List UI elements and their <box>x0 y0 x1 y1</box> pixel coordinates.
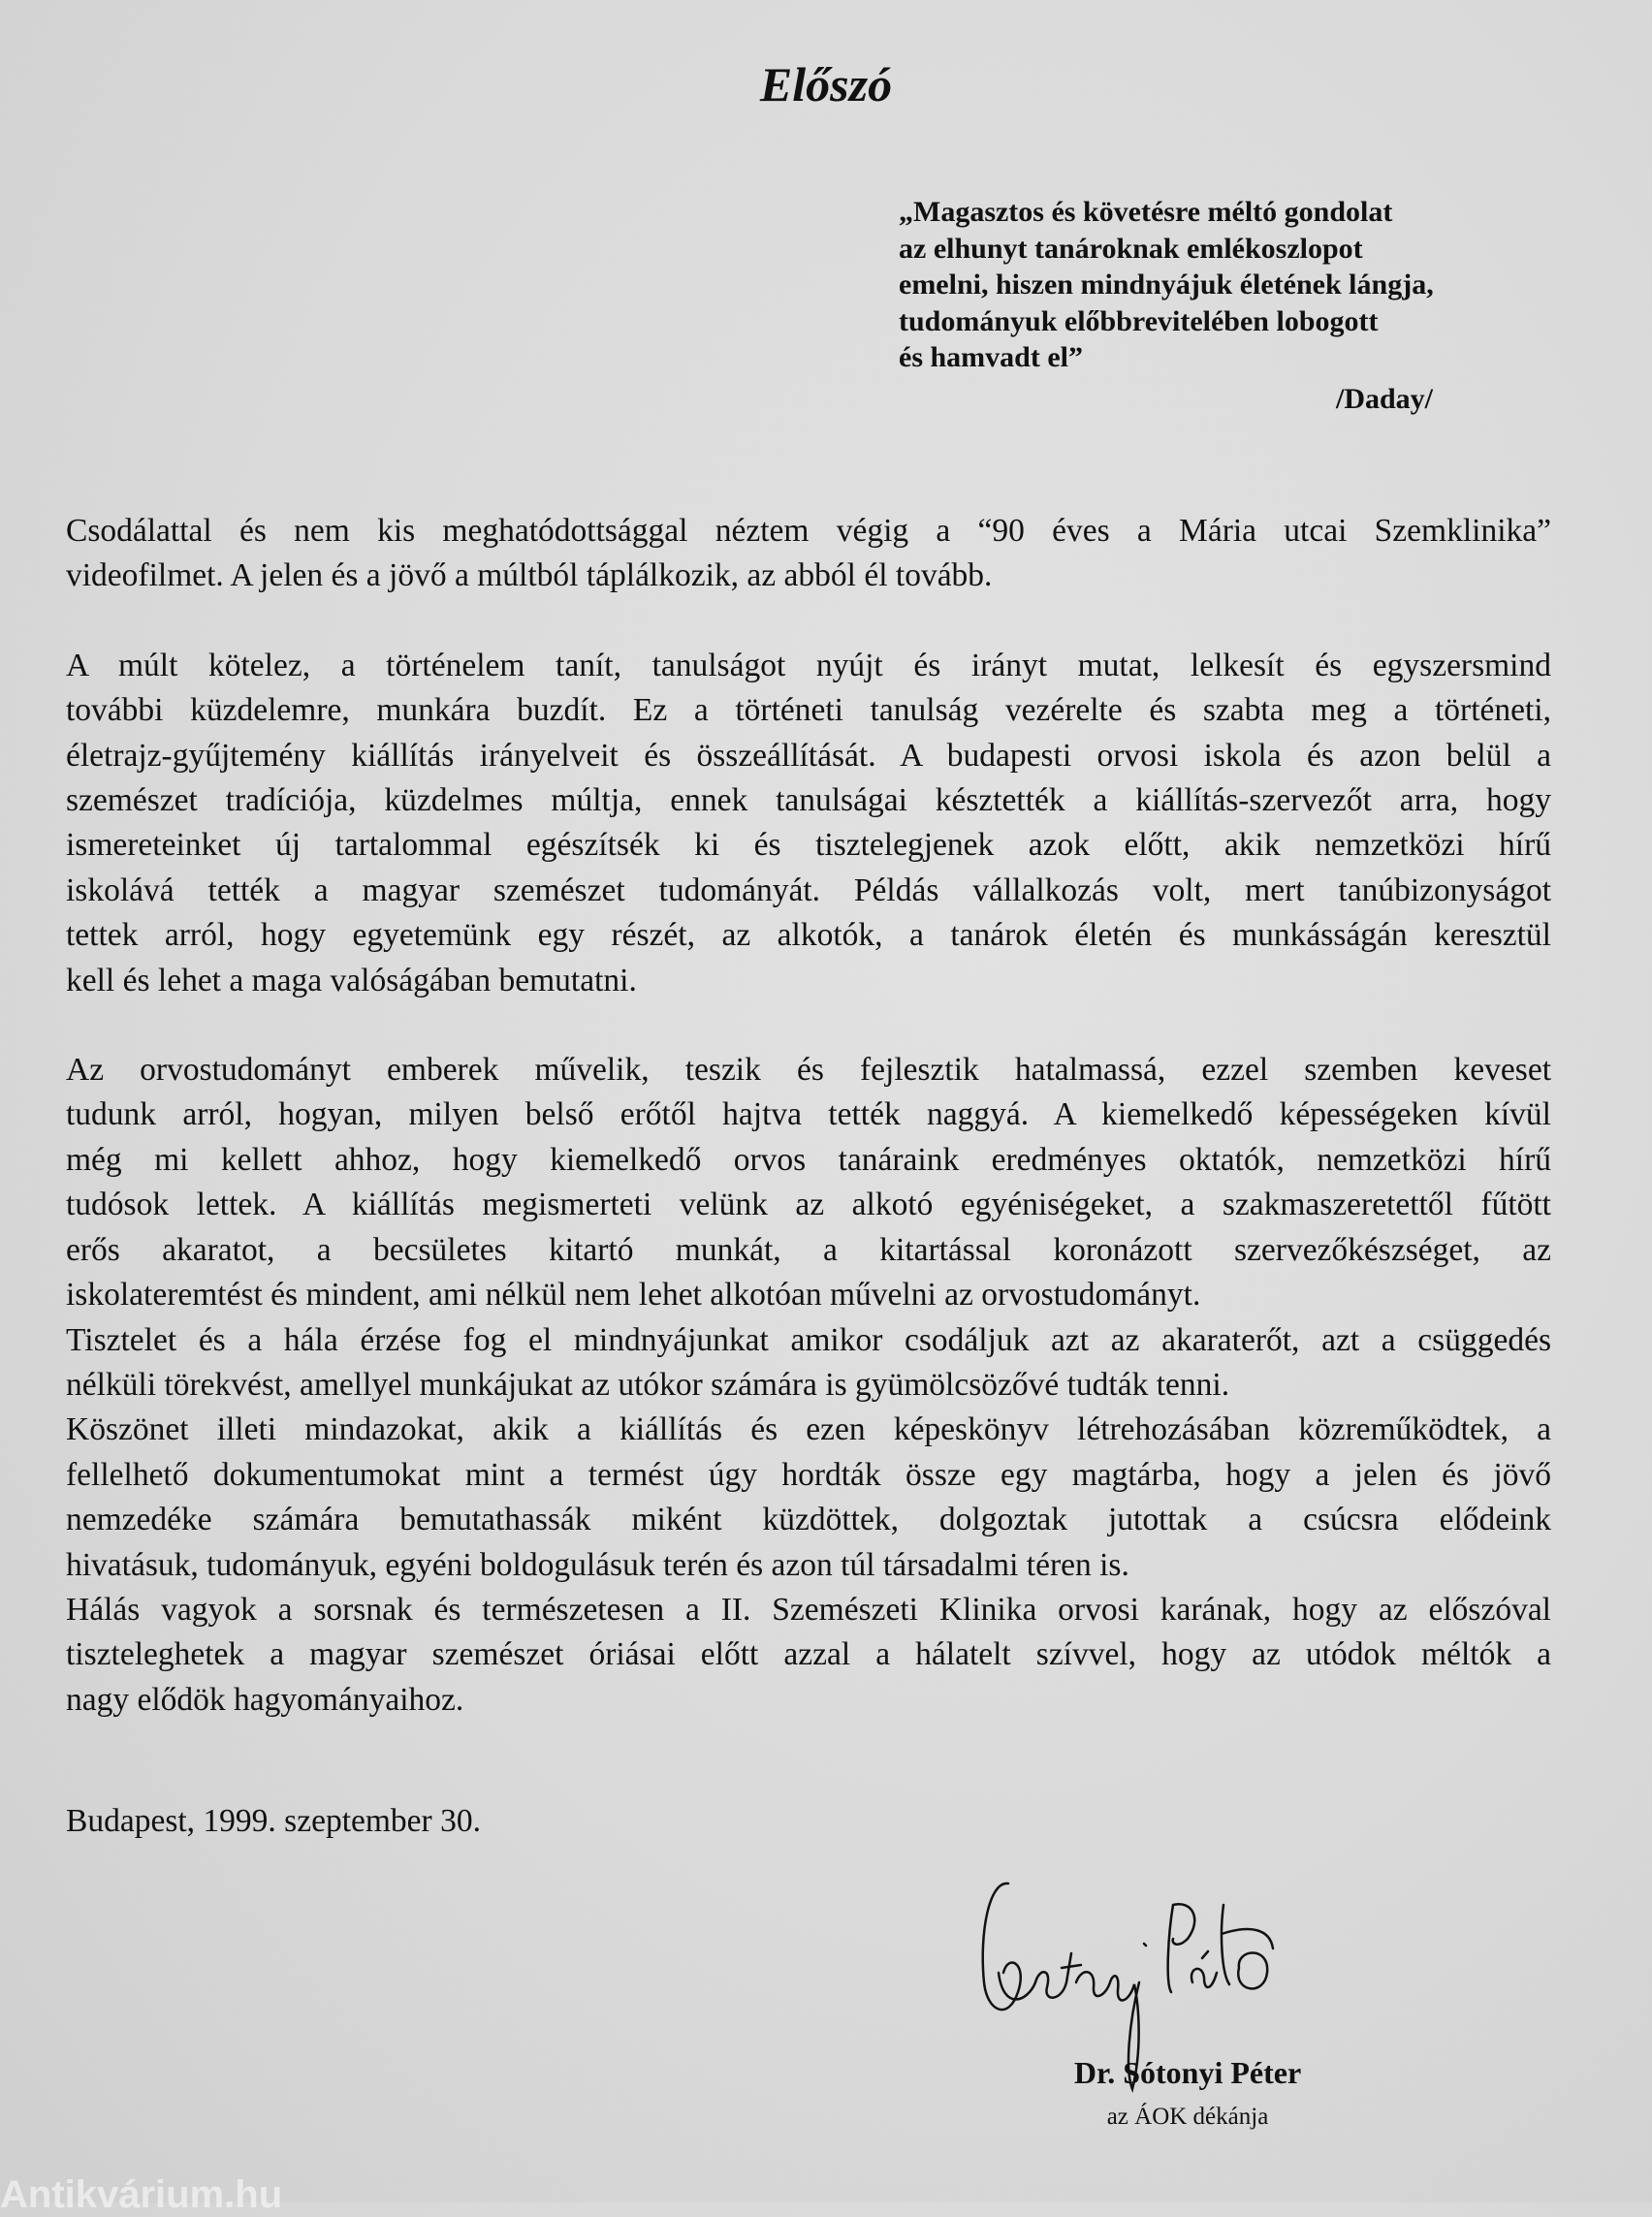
text-line: tettek arról, hogy egyetemünk egy részét, az alkotók, a tanárok életén és munkásságán keresztül <box>66 917 1551 954</box>
text-line: tudósok lettek. A kiállítás megismerteti velünk az alkotó egyéniségeket, a szakmaszeretettől fűtött <box>66 1187 1551 1223</box>
text-line: tiszteleghetek a magyar szemészet óriásai előtt azzal a hálatelt szívvel, hogy az utódok méltók a <box>66 1636 1551 1673</box>
text-line: további küzdelemre, munkára buzdít. Ez a történeti tanulság vezérelte és szabta meg a történeti, <box>66 692 1551 729</box>
text-line: nagy elődök hagyományaihoz. <box>66 1681 464 1718</box>
paragraph <box>66 1588 1551 1723</box>
text-line: Az orvostudományt emberek művelik, teszik és fejlesztik hatalmassá, ezzel szemben keveset <box>66 1052 1551 1089</box>
text-line: erős akaratot, a becsületes kitartó munkát, a kitartással koronázott szervezőkészséget, az <box>66 1231 1551 1268</box>
quote-author: /Daday/ <box>1336 383 1434 415</box>
signer-role: az ÁOK dékánja <box>1106 2104 1269 2130</box>
paragraph <box>66 644 1551 1003</box>
paragraph <box>66 509 1551 599</box>
text-line: A múlt kötelez, a történelem tanít, tanulságot nyújt és irányt mutat, lelkesít és egyszersmind <box>66 647 1551 683</box>
text-line: nemzedéke számára bemutathassák miként küzdöttek, dolgoztak jutottak a csúcsra elődeink <box>66 1502 1551 1538</box>
text-line: nélküli törekvést, amellyel munkájukat az utókor számára is gyümölcsözővé tudták tenni. <box>66 1366 1230 1403</box>
text-line: videofilmet. A jelen és a jövő a múltból táplálkozik, az abból él tovább. <box>66 557 993 594</box>
body-text <box>66 509 1551 1723</box>
text-line: még mi kellett ahhoz, hogy kiemelkedő orvos tanáraink eredményes oktatók, nemzetközi hírű <box>66 1141 1551 1178</box>
quote-line: „Magasztos és követésre méltó gondolat <box>899 196 1393 228</box>
page-title: Előszó <box>759 57 893 111</box>
text-line: fellelhető dokumentumokat mint a termést úgy hordták össze egy magtárba, hogy a jelen és jövő <box>66 1456 1551 1493</box>
watermark: Antikvárium.hu <box>0 2173 283 2216</box>
text-line: hivatásuk, tudományuk, egyéni boldogulásuk terén és azon túl társadalmi téren is. <box>66 1546 1129 1583</box>
paragraph <box>66 1318 1551 1409</box>
quote-line: emelni, hiszen mindnyájuk életének lángja, <box>899 269 1434 301</box>
text-line: tudunk arról, hogyan, milyen belső erőtől hajtva tették naggyá. A kiemelkedő képességeken kívül <box>66 1096 1551 1133</box>
text-line: Köszönet illeti mindazokat, akik a kiállítás és ezen képeskönyv létrehozásában közreműködtek, a <box>66 1411 1551 1448</box>
text-line: Csodálattal és nem kis meghatódottsággal néztem végig a “90 éves a Mária utcai Szemklinika” <box>66 513 1551 549</box>
text-line: Tisztelet és a hála érzése fog el mindnyájunkat amikor csodáljuk azt az akaraterőt, azt a csüggedés <box>66 1321 1551 1358</box>
quote-line: az elhunyt tanároknak emlékoszlopot <box>899 232 1363 265</box>
quote-line: és hamvadt el” <box>899 341 1083 373</box>
text-line: iskolává tették a magyar szemészet tudományát. Példás vállalkozás volt, mert tanúbizonyságot <box>66 871 1551 908</box>
date-place: Budapest, 1999. szeptember 30. <box>66 1803 481 1839</box>
text-line: életrajz-gyűjtemény kiállítás irányelveit és összeállítását. A budapesti orvosi iskola és azon belül a <box>66 737 1551 774</box>
signer-name: Dr. Sótonyi Péter <box>1073 2055 1302 2090</box>
epigraph-quote <box>899 194 1434 376</box>
text-line: Hálás vagyok a sorsnak és természetesen a II. Szemészeti Klinika orvosi karának, hogy az előszóval <box>66 1591 1551 1628</box>
text-line: iskolateremtést és mindent, ami nélkül nem lehet alkotóan művelni az orvostudományt. <box>66 1277 1201 1314</box>
quote-line: tudományuk előbbrevitelében lobogott <box>899 304 1379 337</box>
paragraph <box>66 1408 1551 1588</box>
text-line: ismereteinket új tartalommal egészítsék ki és tisztelegjenek azok előtt, akik nemzetközi hírű <box>66 827 1551 864</box>
text-line: szemészet tradíciója, küzdelmes múltja, ennek tanulságai késztették a kiállítás-szervezőt arra, hogy <box>66 782 1551 819</box>
paragraph <box>66 1048 1551 1317</box>
text-line: kell és lehet a maga valóságában bemutatni. <box>66 962 637 998</box>
